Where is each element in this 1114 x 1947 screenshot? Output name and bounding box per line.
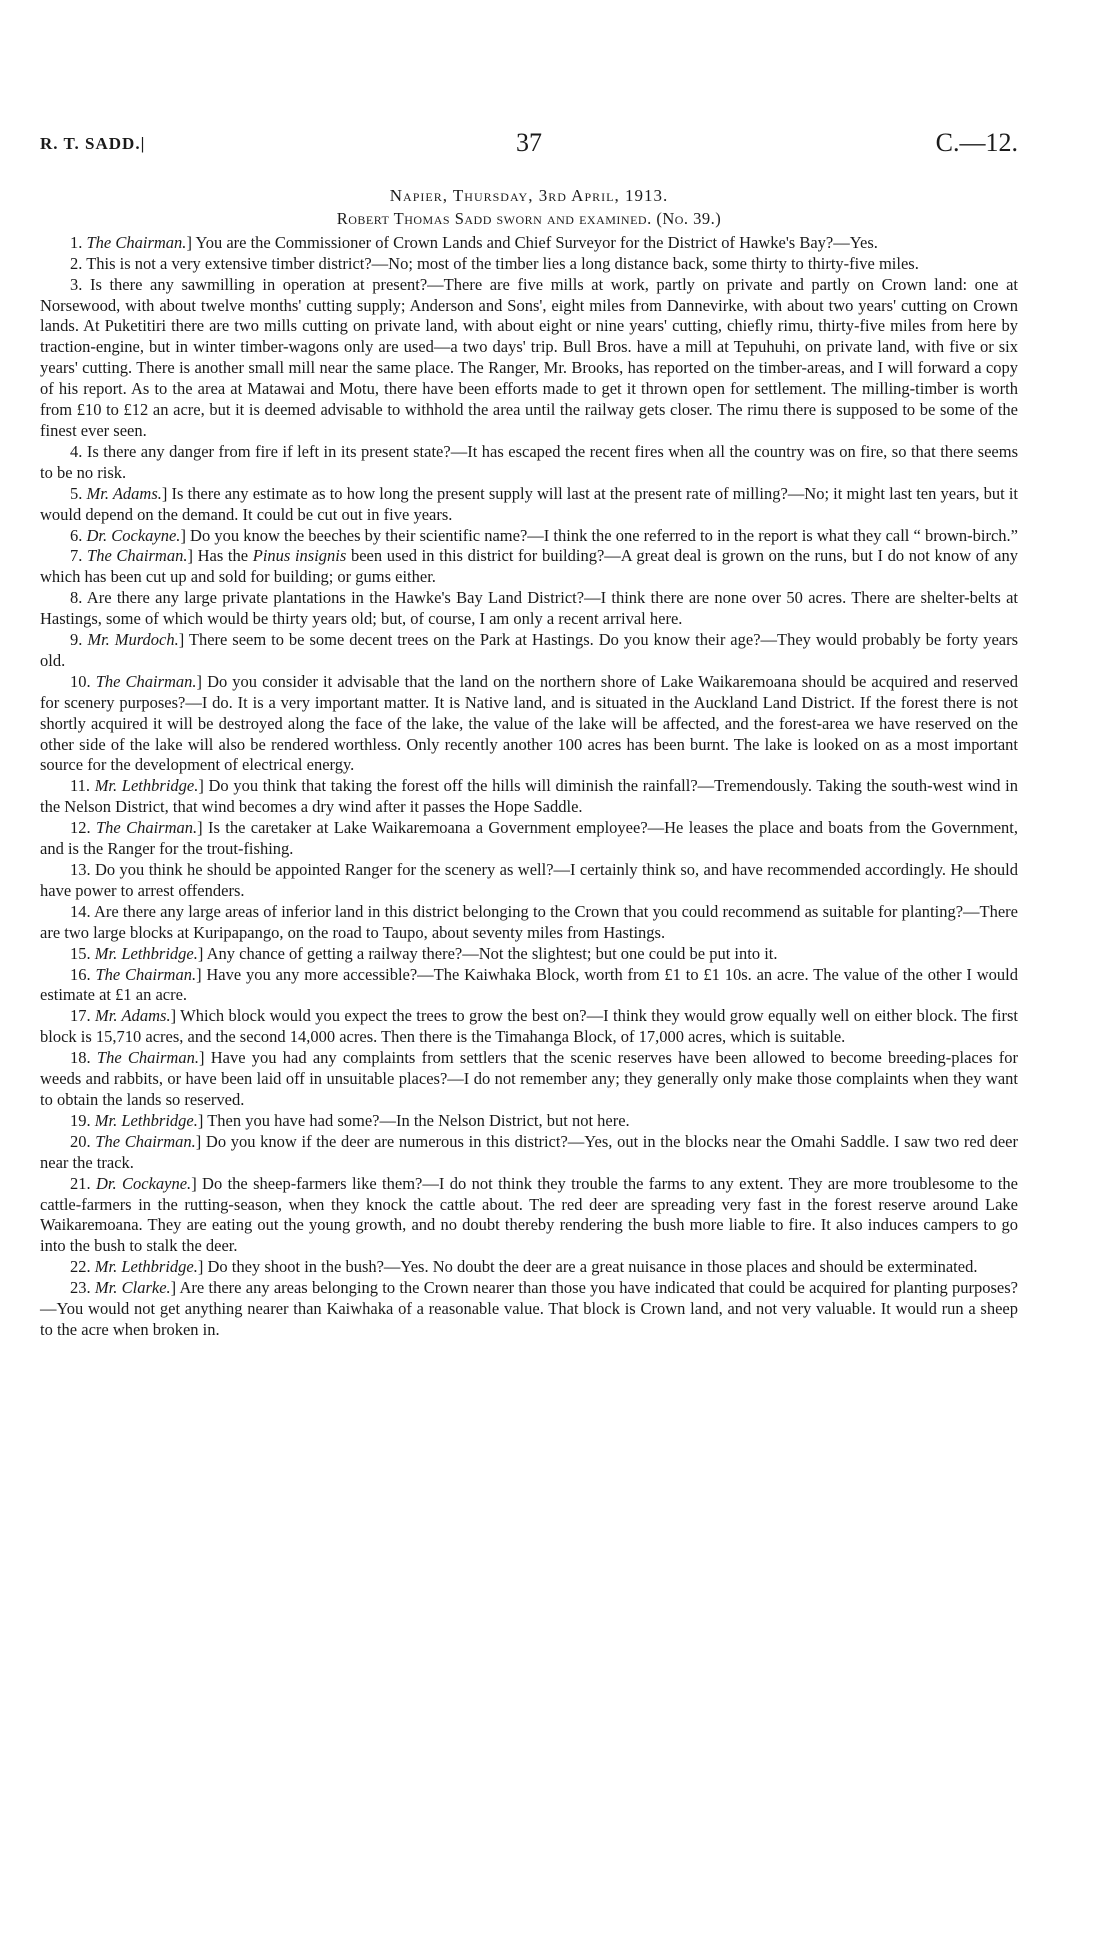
speaker: The Chairman. xyxy=(87,546,188,566)
question-10: 10. The Chairman.] Do you consider it advisable that the land on the northern shore of Lake Waikaremoana should be acquired and reserved for scenery purposes?—I do. It is a very important matter. It is Native land, and is situated in the Auckland Land District. If the forest there is not shortly acquired it will be destroyed along the face of the lake, the value of the lake will be affected, and the forest-area we have reserved on the other side of the lake will also be rendered worthless. Only recently another 100 acres has been burnt. The lake is looked on as a most important source for the development of electrical energy. xyxy=(40,671,1018,775)
speaker: The Chairman. xyxy=(95,671,197,691)
question-6: 6. Dr. Cockayne.] Do you know the beeches by their scientific name?—I think the one referred to in the report is what they call “ brown-birch.” xyxy=(70,525,1018,545)
speaker: The Chairman. xyxy=(95,818,198,838)
question-22: 22. Mr. Lethbridge.] Do they shoot in the bush?—Yes. No doubt the deer are a great nuisance in those places and should be exterminated. xyxy=(70,1257,978,1277)
session-place-date: Napier, Thursday, 3rd April, 1913. xyxy=(389,186,669,205)
header-bracket: | xyxy=(140,134,146,153)
page-header xyxy=(40,128,1018,168)
page-number: 37 xyxy=(516,128,542,157)
speaker: The Chairman. xyxy=(96,1048,199,1068)
question-5: 5. Mr. Adams.] Is there any estimate as to how long the present supply will last at the present rate of milling?—No; it might last ten years, but it would depend on the demand. It could be cut out in five years. xyxy=(40,483,1018,524)
speaker: The Chairman. xyxy=(95,1131,196,1151)
question-16: 16. The Chairman.] Have you any more accessible?—The Kaiwhaka Block, worth from £1 to £1 10s. an acre. The value of the other I would estimate at £1 an acre. xyxy=(40,964,1018,1005)
speaker: The Chairman. xyxy=(95,964,197,984)
witness-number: (No. 39.) xyxy=(656,208,722,228)
speaker: Mr. Lethbridge. xyxy=(94,1257,198,1277)
speaker: The Chairman. xyxy=(86,232,187,252)
question-21: 21. Dr. Cockayne.] Do the sheep-farmers like them?—I do not think they trouble the farms to any extent. They are more troublesome to the cattle-farmers in the rutting-season, when they knock the cattle about. The red deer are spreading very fast in the forest reserve around Lake Waikaremoana. They are eating out the young growth, and no doubt thereby rendering the bush more liable to fire. It also induces campers to go into the bush to stalk the deer. xyxy=(40,1173,1019,1256)
question-9: 9. Mr. Murdoch.] There seem to be some decent trees on the Park at Hastings. Do you know their age?—They would probably be forty years old. xyxy=(40,630,1019,670)
question-17: 17. Mr. Adams.] Which block would you expect the trees to grow the best on?—I think they would grow equally well on either block. The first block is 15,710 acres, and the second 14,000 acres. Then there is the Timahanga Block, of 17,000 acres, which is suitable. xyxy=(40,1006,1019,1047)
speaker: Mr. Adams. xyxy=(86,483,162,503)
question-12: 12. The Chairman.] Is the caretaker at Lake Waikaremoana a Government employee?—He leases the place and boats from the Government, and is the Ranger for the trout-fishing. xyxy=(40,818,1018,859)
speaker: Mr. Murdoch. xyxy=(87,630,179,650)
witness-line: Robert Thomas Sadd sworn and examined. xyxy=(336,208,652,228)
question-14: 14. Are there any large areas of inferior land in this district belonging to the Crown that you could recommend as suitable for planting?—There are two large blocks at Kuripapango, on the road to Taupo, about seventy miles from Hastings. xyxy=(40,901,1018,942)
question-23: 23. Mr. Clarke.] Are there any areas belonging to the Crown nearer than those you have indicated that could be acquired for planting purposes?—You would not get anything nearer than Kaiwhaka of a reasonable value. That block is Crown land, and not very valuable. It would run a sheep to the acre when broken in. xyxy=(40,1278,1018,1339)
speaker: Dr. Cockayne. xyxy=(86,525,181,545)
question-20: 20. The Chairman.] Do you know if the deer are numerous in this district?—Yes, out in the blocks near the Omahi Saddle. I saw two red deer near the track. xyxy=(40,1131,1019,1172)
question-15: 15. Mr. Lethbridge.] Any chance of getting a railway there?—Not the slightest; but one could be put into it. xyxy=(70,943,778,963)
speaker: Mr. Clarke. xyxy=(94,1278,171,1298)
witness-short-label: R. T. SADD. xyxy=(40,134,141,153)
question-8: 8. Are there any large private plantations in the Hawke's Bay Land District?—I think there are none over 50 acres. There are shelter-belts at Hastings, some of which would be thirty years old; but, of course, I am only a recent arrival here. xyxy=(40,588,1018,629)
question-7: 7. The Chairman.] Has the Pinus insignis been used in this district for building?—A great deal is grown on the runs, but I do not know of any which has been cut up and sold for building; or gums either. xyxy=(40,546,1018,587)
transcript-body xyxy=(40,186,1018,1341)
question-11: 11. Mr. Lethbridge.] Do you think that taking the forest off the hills will diminish the rainfall?—Tremendously. Taking the south-west wind in the Nelson District, that wind becomes a dry wind after it passes the Hope Saddle. xyxy=(40,776,1019,817)
witness-heading xyxy=(40,209,1018,230)
speaker: Mr. Adams. xyxy=(95,1006,171,1026)
question-19: 19. Mr. Lethbridge.] Then you have had some?—In the Nelson District, but not here. xyxy=(70,1110,630,1130)
speaker: Mr. Lethbridge. xyxy=(94,943,198,963)
speaker: Dr. Cockayne. xyxy=(96,1173,192,1193)
latin-name: Pinus insignis xyxy=(252,546,347,566)
question-18: 18. The Chairman.] Have you had any complaints from settlers that the scenic reserves have been allowed to become breeding-places for weeds and rabbits, or have been laid off in unsuitable places?—I do not remember any; they generally only make those complaints when they want to obtain the lands so reserved. xyxy=(40,1048,1018,1109)
question-1: 1. The Chairman.] You are the Commissioner of Crown Lands and Chief Surveyor for the District of Hawke's Bay?—Yes. xyxy=(70,232,878,252)
question-13: 13. Do you think he should be appointed Ranger for the scenery as well?—I certainly think so, and have recommended accordingly. He should have power to arrest offenders. xyxy=(40,860,1019,900)
question-4: 4. Is there any danger from fire if left in its present state?—It has escaped the recent fires when all the country was on fire, so that there seems to be no risk. xyxy=(40,441,1019,482)
question-3: 3. Is there any sawmilling in operation at present?—There are five mills at work, partly on private and partly on Crown land: one at Norsewood, with about twelve months' cutting supply; Anderson and Sons', eight miles from Dannevirke, with about two years' cutting on Crown lands. At Puketitiri there are two mills cutting on private land, with about eight or nine years' cutting, chiefly rimu, thirty-five miles from here by traction-engine, but in winter timber-wagons only are used—a two days' trip. Bull Bros. have a mill at Tepuhuhi, on private land, with five or six years' cutting. There is another small mill near the same place. The Ranger, Mr. Brooks, has reported on the timber-areas, and I will forward a copy of his report. As to the area at Matawai and Motu, there have been efforts made to get it thrown open for settlement. The milling-timber is worth from £10 to £12 an acre, but it is deemed advisable to withhold the area until the railway gets closer. The rimu there is supposed to be some of the finest ever seen. xyxy=(40,274,1019,440)
question-2: 2. This is not a very extensive timber district?—No; most of the timber lies a long distance back, some thirty to thirty-five miles. xyxy=(70,253,919,273)
speaker: Mr. Lethbridge. xyxy=(94,776,199,796)
speaker: Mr. Lethbridge. xyxy=(94,1110,198,1130)
document-code: C.—12. xyxy=(935,128,1018,157)
